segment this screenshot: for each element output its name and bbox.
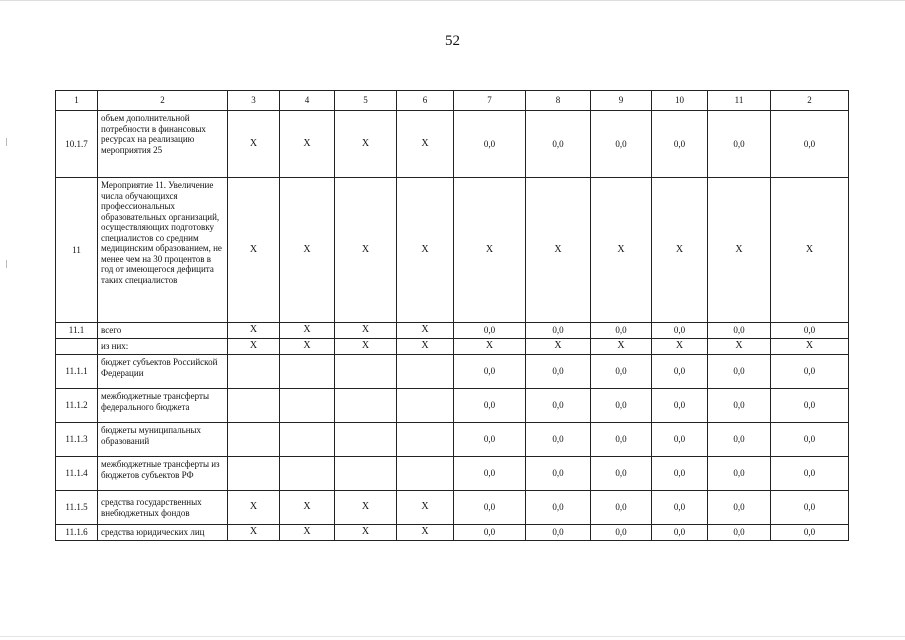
value-cell: Х [335,111,397,178]
value-cell [228,423,280,457]
value-cell: Х [228,339,280,355]
value-cell [397,389,454,423]
value-cell [228,355,280,389]
value-cell: 0,0 [652,355,708,389]
value-cell: Х [397,111,454,178]
table-row [56,111,849,178]
value-cell: 0,0 [526,323,591,339]
value-cell: 0,0 [652,525,708,541]
value-cell [228,389,280,423]
header-cell: 8 [526,91,591,111]
table-row [56,389,849,423]
value-cell: 0,0 [708,491,771,525]
value-cell [280,355,335,389]
value-cell: 0,0 [708,355,771,389]
value-cell: Х [280,525,335,541]
row-description: средства государственных внебюджетных фондов [98,491,228,525]
value-cell: 0,0 [708,525,771,541]
table-row [56,178,849,323]
value-cell [335,457,397,491]
value-cell [397,355,454,389]
value-cell: Х [228,323,280,339]
value-cell: 0,0 [652,491,708,525]
row-description: средства юридических лиц [98,525,228,541]
row-description: межбюджетные трансферты из бюджетов субъектов РФ [98,457,228,491]
table-row [56,491,849,525]
row-description: Мероприятие 11. Увеличение числа обучающихся профессиональных образовательных организаций, осуществляющих подготовку специалистов со средним медицинским образованием, не менее чем на 30 процентов в год от имеющегося дефицита таких специалистов [98,178,228,323]
table-row [56,323,849,339]
value-cell: 0,0 [454,323,526,339]
value-cell: 0,0 [591,323,652,339]
value-cell: 0,0 [526,525,591,541]
value-cell: Х [397,491,454,525]
value-cell: 0,0 [591,355,652,389]
value-cell: Х [652,178,708,323]
row-number: 11.1.3 [56,423,98,457]
value-cell: Х [335,525,397,541]
table-row [56,355,849,389]
header-cell: 7 [454,91,526,111]
value-cell: Х [708,339,771,355]
value-cell: 0,0 [591,423,652,457]
value-cell: 0,0 [591,111,652,178]
budget-table [55,90,849,541]
row-number: 10.1.7 [56,111,98,178]
scan-edge-bottom [0,636,905,637]
value-cell: 0,0 [526,355,591,389]
value-cell: 0,0 [771,389,849,423]
row-description: бюджет субъектов Российской Федерации [98,355,228,389]
value-cell [335,355,397,389]
value-cell: 0,0 [708,457,771,491]
value-cell: Х [397,339,454,355]
value-cell: Х [228,178,280,323]
value-cell: 0,0 [454,355,526,389]
value-cell: 0,0 [708,389,771,423]
row-description: из них: [98,339,228,355]
value-cell: 0,0 [591,491,652,525]
value-cell: 0,0 [771,457,849,491]
row-number: 11.1.5 [56,491,98,525]
value-cell [280,389,335,423]
value-cell: 0,0 [652,389,708,423]
value-cell: Х [280,323,335,339]
header-row [56,91,849,111]
value-cell: 0,0 [454,111,526,178]
value-cell: Х [280,491,335,525]
row-description: межбюджетные трансферты федерального бюджета [98,389,228,423]
value-cell: 0,0 [652,111,708,178]
header-cell: 11 [708,91,771,111]
value-cell: 0,0 [771,491,849,525]
value-cell: Х [397,525,454,541]
header-cell: 2 [98,91,228,111]
value-cell: 0,0 [708,423,771,457]
value-cell [228,457,280,491]
row-number: 11.1.4 [56,457,98,491]
table-body [56,91,849,541]
row-number: 11 [56,178,98,323]
margin-tick [6,138,7,146]
row-number: 11.1 [56,323,98,339]
value-cell: Х [228,525,280,541]
value-cell: Х [280,178,335,323]
value-cell [397,423,454,457]
value-cell: Х [526,339,591,355]
value-cell: 0,0 [454,457,526,491]
value-cell: Х [280,111,335,178]
value-cell: Х [771,339,849,355]
header-cell: 6 [397,91,454,111]
value-cell: 0,0 [454,423,526,457]
row-description: всего [98,323,228,339]
value-cell: 0,0 [771,111,849,178]
header-cell: 3 [228,91,280,111]
value-cell: 0,0 [454,525,526,541]
header-cell: 10 [652,91,708,111]
value-cell: 0,0 [771,525,849,541]
value-cell: 0,0 [652,423,708,457]
value-cell: Х [280,339,335,355]
value-cell: 0,0 [708,323,771,339]
value-cell: Х [228,491,280,525]
value-cell: 0,0 [652,323,708,339]
value-cell: 0,0 [526,423,591,457]
value-cell: 0,0 [591,389,652,423]
table-row [56,457,849,491]
value-cell: Х [397,178,454,323]
value-cell: Х [526,178,591,323]
value-cell: 0,0 [454,491,526,525]
value-cell: 0,0 [771,323,849,339]
value-cell: Х [335,491,397,525]
value-cell [280,423,335,457]
value-cell: Х [771,178,849,323]
value-cell [397,457,454,491]
scan-edge-top [0,0,905,1]
value-cell: Х [591,178,652,323]
value-cell: 0,0 [771,355,849,389]
value-cell: Х [335,323,397,339]
header-cell: 1 [56,91,98,111]
row-number: 11.1.1 [56,355,98,389]
page-number: 52 [445,33,460,49]
table-row [56,525,849,541]
value-cell: Х [228,111,280,178]
value-cell [335,423,397,457]
value-cell: 0,0 [591,457,652,491]
value-cell: 0,0 [652,457,708,491]
value-cell: Х [454,178,526,323]
row-description: объем дополнительной потребности в финансовых ресурсах на реализацию мероприятия 25 [98,111,228,178]
value-cell: 0,0 [771,423,849,457]
value-cell [280,457,335,491]
margin-tick [6,260,7,268]
value-cell: 0,0 [526,491,591,525]
header-cell: 2 [771,91,849,111]
value-cell: Х [454,339,526,355]
value-cell: 0,0 [526,111,591,178]
table-row [56,423,849,457]
header-cell: 4 [280,91,335,111]
header-cell: 9 [591,91,652,111]
row-number [56,339,98,355]
value-cell: Х [397,323,454,339]
value-cell: 0,0 [454,389,526,423]
value-cell: Х [652,339,708,355]
value-cell [335,389,397,423]
value-cell: Х [591,339,652,355]
row-number: 11.1.2 [56,389,98,423]
header-cell: 5 [335,91,397,111]
table-row [56,339,849,355]
row-number: 11.1.6 [56,525,98,541]
value-cell: 0,0 [526,389,591,423]
row-description: бюджеты муниципальных образований [98,423,228,457]
value-cell: 0,0 [526,457,591,491]
value-cell: Х [708,178,771,323]
value-cell: Х [335,339,397,355]
value-cell: Х [335,178,397,323]
value-cell: 0,0 [591,525,652,541]
value-cell: 0,0 [708,111,771,178]
